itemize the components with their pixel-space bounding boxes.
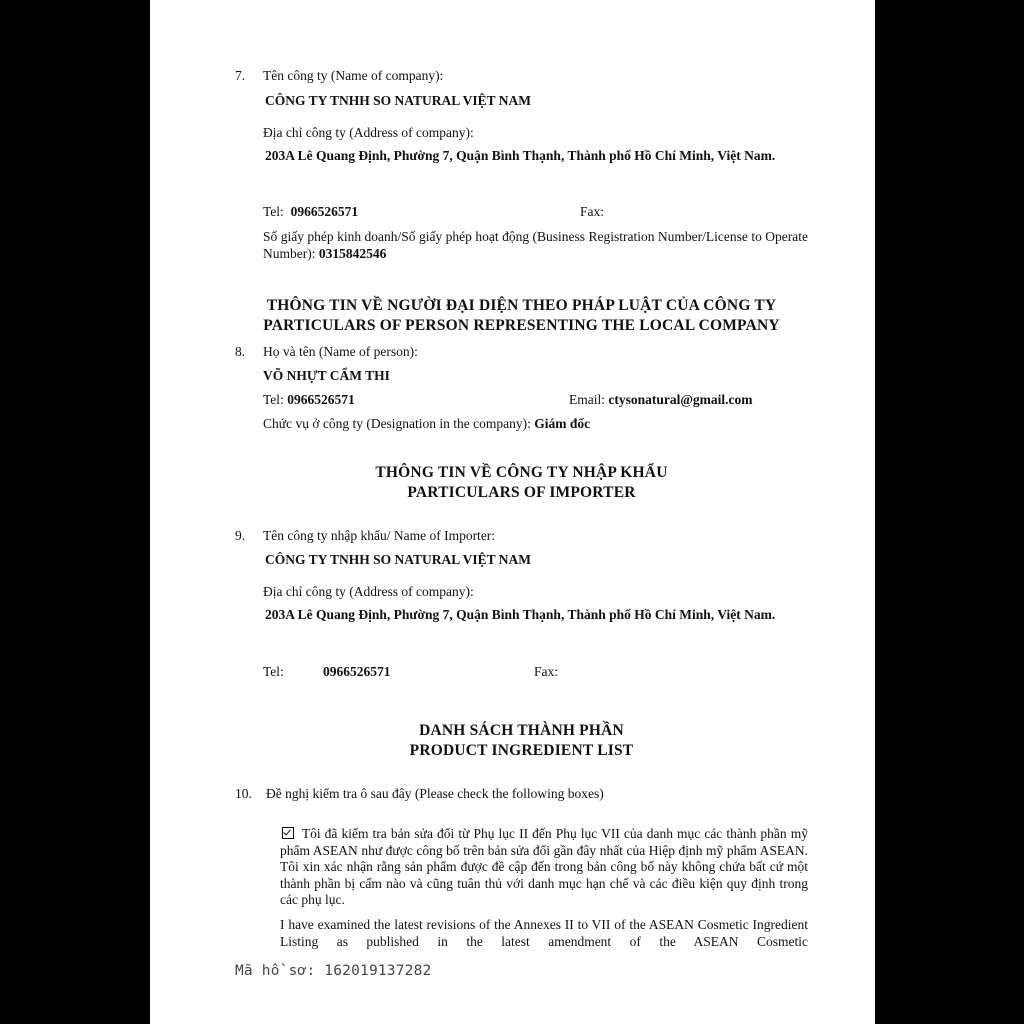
check-instruction: Đề nghị kiểm tra ô sau đây (Please check the following boxes) <box>266 786 604 801</box>
importer-address-label: Địa chỉ công ty (Address of company): <box>263 584 474 599</box>
ingredient-heading-en: PRODUCT INGREDIENT LIST <box>409 742 634 759</box>
company-tel-label: Tel: <box>263 204 284 219</box>
declaration-vi-text: Tôi đã kiểm tra bản sửa đổi từ Phụ lục II đến Phụ lục VII của danh mục các thành phần mỹ phẩm ASEAN như được công bố trên bản sửa đổi gần đây nhất của Hiệp định mỹ phẩm ASEAN. Tôi xin xác nhận rằng sản phẩm được đề cập đến trong bản công bố này không chứa bất cứ một thành phần bị cấm nào và cũng tuân thủ với danh mục hạn chế và các điều kiện quy định trong các phụ lục. <box>280 826 808 908</box>
importer-address-value: 203A Lê Quang Định, Phường 7, Quận Bình Thạnh, Thành phố Hồ Chí Minh, Việt Nam. <box>265 607 776 622</box>
company-fax-label: Fax: <box>580 204 605 219</box>
section10-number: 10. <box>235 786 252 801</box>
declaration-checkbox[interactable] <box>282 827 294 839</box>
representative-heading-vi: THÔNG TIN VỀ NGƯỜI ĐẠI DIỆN THEO PHÁP LUẬT CỦA CÔNG TY <box>266 297 777 314</box>
company-name-label: Tên công ty (Name of company): <box>263 68 444 83</box>
representative-heading-en: PARTICULARS OF PERSON REPRESENTING THE LOCAL COMPANY <box>263 317 780 334</box>
business-license-field <box>263 228 808 262</box>
ingredient-heading-vi: DANH SÁCH THÀNH PHẦN <box>419 722 624 739</box>
section7-number: 7. <box>235 68 246 83</box>
company-address-label: Địa chỉ công ty (Address of company): <box>263 125 474 140</box>
person-email-label: Email: <box>569 392 605 407</box>
designation-row <box>263 415 590 432</box>
person-email-row <box>569 391 753 408</box>
person-name-value: VÕ NHỰT CẨM THI <box>263 368 390 383</box>
person-name-label: Họ và tên (Name of person): <box>263 344 418 359</box>
importer-name-value: CÔNG TY TNHH SO NATURAL VIỆT NAM <box>265 552 532 567</box>
person-tel-row <box>263 391 355 408</box>
declaration-vi-paragraph <box>280 826 808 909</box>
file-code: Mã hồ sơ: 162019137282 <box>235 963 432 979</box>
person-email-value: ctysonatural@gmail.com <box>608 392 753 407</box>
designation-label: Chức vụ ở công ty (Designation in the company): <box>263 416 531 431</box>
importer-name-label: Tên công ty nhập khẩu/ Name of Importer: <box>263 528 496 543</box>
importer-fax-label: Fax: <box>534 664 559 679</box>
company-tel-row <box>263 203 358 220</box>
company-address-value: 203A Lê Quang Định, Phường 7, Quận Bình Thạnh, Thành phố Hồ Chí Minh, Việt Nam. <box>265 148 776 163</box>
company-name-value: CÔNG TY TNHH SO NATURAL VIỆT NAM <box>265 93 532 108</box>
designation-value: Giám đốc <box>534 416 591 431</box>
section9-number: 9. <box>235 528 246 543</box>
company-tel-value: 0966526571 <box>290 204 359 219</box>
business-license-label: Số giấy phép kinh doanh/Số giấy phép hoạt động (Business Registration Number/License to Operate Number): <box>263 229 808 261</box>
declaration-en-text: I have examined the latest revisions of the Annexes II to VII of the ASEAN Cosmetic Ingredient Listing as published in the latest amendment of the ASEAN Cosmetic <box>280 917 808 949</box>
person-tel-value: 0966526571 <box>287 392 355 407</box>
section8-number: 8. <box>235 344 246 359</box>
document-page <box>150 0 875 1024</box>
person-tel-label: Tel: <box>263 392 284 407</box>
importer-heading-vi: THÔNG TIN VỀ CÔNG TY NHẬP KHẨU <box>375 464 668 481</box>
business-license-number: 0315842546 <box>318 246 387 261</box>
importer-tel-value: 0966526571 <box>323 664 391 679</box>
importer-tel-label: Tel: <box>263 664 284 679</box>
importer-heading-en: PARTICULARS OF IMPORTER <box>407 484 636 501</box>
